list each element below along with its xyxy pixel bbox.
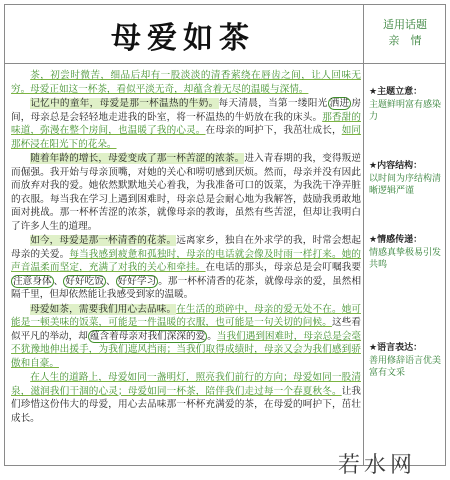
essay-text: 、 bbox=[105, 275, 116, 287]
essay-column bbox=[5, 64, 364, 466]
circled-phrase: 注意身体 bbox=[13, 275, 52, 287]
annotation-note bbox=[369, 342, 445, 380]
underlined-sentence: 茶，初尝时微苦，细品后却有一股淡淡的清香萦绕在唇齿之间，让人回味无穷。母爱正如这一杯茶，看似平淡无奇，却蕴含着无尽的温暖与深情。 bbox=[11, 70, 361, 95]
underlined-sentence: 她可能是一顿美味的饭菜，可能是一件温暖的衣服，也可能是一句关切的问候。 bbox=[11, 303, 362, 328]
underlined-sentence: 那香甜的味道，弥漫在整个房间，也温暖了我的心灵。 bbox=[11, 111, 362, 136]
topic-value: 亲 情 bbox=[388, 34, 422, 47]
annotation-body: 主题鲜明富有感染力 bbox=[369, 99, 442, 122]
underlined-sentence: 在人生的道路上，母爱如同一盏明灯，照亮我们前行的方向；母爱如同一股清泉，滋润我们干涸的心灵；母爱如同一杯茶，陪伴我们走过每一个春夏秋冬。 bbox=[11, 372, 361, 397]
annotation-heading bbox=[369, 234, 445, 247]
circled-phrase: 好好学习 bbox=[117, 275, 157, 287]
annotation-body: 以时间为序结构清晰逻辑严谨 bbox=[369, 173, 442, 196]
essay-text: 远离家乡，独自在外求学的我，时常会想起母亲的关爱。 bbox=[11, 235, 362, 260]
essay-paragraph bbox=[11, 234, 361, 302]
essay-text: 在母亲的呵护下，我茁壮成长， bbox=[205, 125, 342, 136]
circled-phrase: 洒进 bbox=[329, 98, 350, 109]
page-title: 母爱如茶 bbox=[111, 21, 255, 56]
annotation-heading bbox=[369, 342, 445, 355]
essay-paragraph bbox=[11, 69, 361, 96]
essay-text: 。那一杯杯清香的花茶，就像母亲的爱，虽然相隔千里，但却依然能让我感受到家的温暖。 bbox=[11, 275, 362, 300]
annotation-heading bbox=[369, 86, 445, 99]
essay-text: 这些看似平凡的举动，却 bbox=[11, 317, 362, 342]
star-icon: ★ bbox=[369, 161, 378, 171]
essay-paragraph bbox=[11, 371, 361, 425]
header-divider bbox=[363, 5, 364, 63]
annotation-title: 情感传递： bbox=[377, 235, 423, 245]
essay-text: 。 bbox=[207, 330, 217, 342]
underlined-sentence: 当我们遇到困难时，母亲总是会毫不犹豫地伸出援手，为我们遮风挡雨；当我们取得成绩时，母亲又会为我们感到骄傲和自豪。 bbox=[11, 330, 362, 369]
circled-phrase: 好好吃饭 bbox=[65, 275, 104, 287]
highlighted-sentence: 随着年龄的增长，母爱变成了那一杯苦涩的浓茶。 bbox=[30, 153, 245, 164]
highlighted-sentence: 母爱如茶，需要我们用心去品味。 bbox=[30, 303, 177, 315]
document-page bbox=[4, 4, 446, 466]
annotation-note bbox=[369, 160, 445, 198]
essay-text: 每天清晨，当第一缕阳光 bbox=[218, 98, 328, 109]
essay-paragraph bbox=[11, 303, 361, 371]
annotation-note bbox=[369, 234, 445, 272]
annotation-note bbox=[369, 86, 445, 124]
underlined-sentence: 她的声音温柔而坚定，充满了对我的关心和牵挂。 bbox=[11, 248, 362, 273]
annotation-title: 语言表达： bbox=[377, 343, 423, 353]
topic-box bbox=[365, 17, 445, 49]
annotation-body: 情感真挚极易引发共鸣 bbox=[369, 247, 442, 270]
star-icon: ★ bbox=[369, 87, 378, 97]
essay-text: 房间，母亲总是会轻轻地走进我的卧室，将一杯温热的牛奶放在我的床头。 bbox=[11, 98, 362, 123]
essay-paragraph bbox=[11, 97, 361, 151]
underlined-sentence: 如同那杯浸在阳光下的花朵。 bbox=[11, 125, 362, 150]
annotation-title: 主题立意： bbox=[377, 87, 423, 97]
star-icon: ★ bbox=[369, 235, 378, 245]
annotation-column bbox=[367, 64, 447, 466]
highlighted-sentence: 记忆中的童年，母爱是那一杯温热的牛奶。 bbox=[30, 98, 219, 109]
star-icon: ★ bbox=[369, 343, 378, 353]
essay-text: 在电话的那头，母亲总是会叮嘱我要 bbox=[205, 262, 362, 273]
essay-text: 让我们珍惜这份伟大的母爱，用心去品味那一杯杯充满爱的茶，在母爱的呵护下，茁壮成长。 bbox=[11, 385, 362, 424]
underlined-sentence: 每当我感到疲惫和孤独时，母亲的电话就会像及时雨一样打来。 bbox=[69, 248, 342, 260]
essay-text: 进入青春期的我，变得叛逆而倔强。我开始与母亲顶嘴，对她的关心和唠叨感到厌烦。然而，母亲并没有因此而放弃对我的爱。她依然默默地关心着我，为我准备可口的饭菜，为我洗干净弄脏的衣服。每当我在学习上遇到困难时，母亲总是会耐心地为我解答，鼓励我勇敢地面对挑战。那一杯杯苦涩的浓茶，就像母亲的教诲，虽然有些苦涩，但却让我明白了许多人生的道理。 bbox=[11, 153, 362, 232]
annotation-title: 内容结构： bbox=[377, 161, 423, 171]
essay-paragraph bbox=[11, 152, 361, 233]
essay-body bbox=[11, 69, 361, 426]
annotation-body: 善用修辞语言优美富有文采 bbox=[369, 355, 442, 378]
header bbox=[5, 5, 445, 64]
essay-text: 、 bbox=[53, 275, 64, 287]
annotation-heading bbox=[369, 160, 445, 173]
circled-phrase: 蕴含着母亲对我们深深的爱 bbox=[89, 330, 206, 342]
highlighted-sentence: 如今，母爱是那一杯清香的花茶。 bbox=[30, 235, 177, 246]
underlined-sentence: 在生活的琐碎中，母亲的爱无处不在。 bbox=[176, 303, 342, 315]
topic-label: 适用话题 bbox=[383, 18, 427, 31]
watermark: 若水网 bbox=[338, 453, 417, 478]
